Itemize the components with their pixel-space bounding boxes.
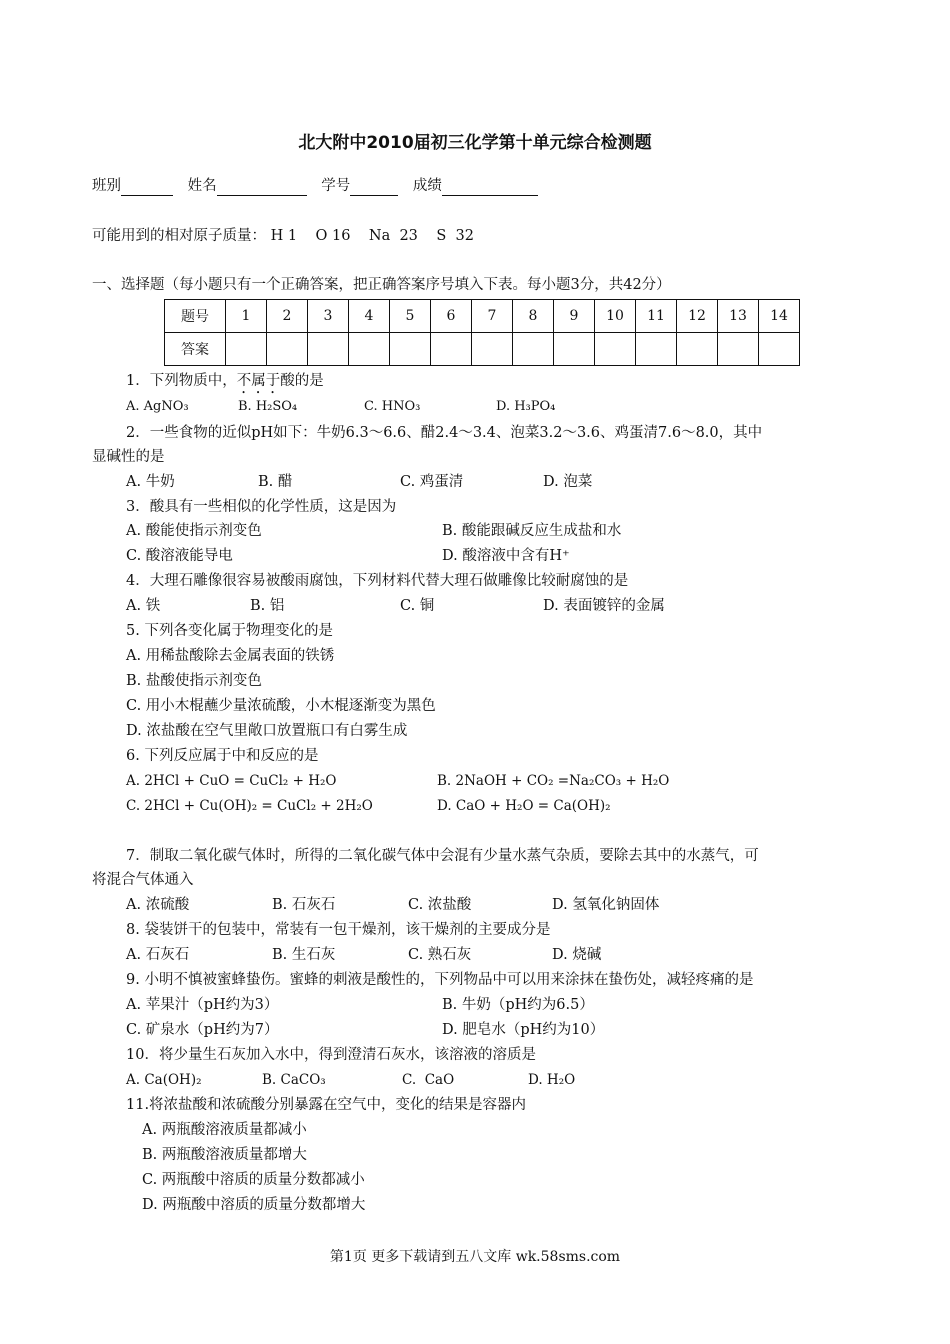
q4-option-b: B. 铝	[250, 598, 285, 614]
q3-option-c: C. 酸溶液能导电	[126, 548, 233, 564]
question-7-stem-cont: 将混合气体通入	[92, 872, 194, 888]
answer-cell[interactable]	[718, 333, 759, 366]
name-label: 姓名	[187, 178, 217, 194]
answer-cell[interactable]	[349, 333, 390, 366]
question-number: 7	[472, 300, 513, 333]
question-6-stem: 6. 下列反应属于中和反应的是	[126, 748, 319, 764]
q10-option-a: A. Ca(OH)₂	[126, 1072, 202, 1088]
question-number: 3	[308, 300, 349, 333]
q4-option-d: D. 表面镀锌的金属	[543, 598, 665, 614]
emphasis-dotted: 不属于	[236, 373, 281, 389]
answer-cell[interactable]	[267, 333, 308, 366]
q3-option-b: B. 酸能跟碱反应生成盐和水	[442, 523, 622, 539]
stem-part: 1．下列物质中，	[126, 373, 237, 389]
question-number: 8	[513, 300, 554, 333]
q2-option-c: C. 鸡蛋清	[400, 474, 464, 490]
q2-option-d: D. 泡菜	[543, 474, 593, 490]
question-number: 11	[636, 300, 677, 333]
question-9-stem: 9. 小明不慎被蜜蜂蛰伤。蜜蜂的刺液是酸性的，下列物品中可以用来涂抹在蛰伤处，减轻疼痛的是	[126, 972, 754, 988]
question-number: 4	[349, 300, 390, 333]
q8-option-c: C. 熟石灰	[408, 947, 472, 963]
answer-table	[164, 299, 800, 366]
score-label: 成绩	[412, 178, 442, 194]
q2-option-a: A. 牛奶	[126, 474, 175, 490]
answer-table-header-row	[165, 300, 800, 333]
question-1-stem	[126, 371, 324, 397]
question-8-stem: 8. 袋装饼干的包装中，常装有一包干燥剂，该干燥剂的主要成分是	[126, 922, 551, 938]
q5-option-c: C. 用小木棍蘸少量浓硫酸，小木棍逐渐变为黑色	[126, 698, 436, 714]
q11-option-b: B. 两瓶酸溶液质量都增大	[142, 1147, 307, 1163]
q9-option-b: B. 牛奶（pH约为6.5）	[442, 997, 594, 1013]
q5-option-d: D. 浓盐酸在空气里敞口放置瓶口有白雾生成	[126, 723, 408, 739]
q1-option-c: C. HNO₃	[364, 399, 421, 414]
question-number: 6	[431, 300, 472, 333]
question-number: 10	[595, 300, 636, 333]
q7-option-b: B. 石灰石	[272, 897, 336, 913]
question-10-stem: 10．将少量生石灰加入水中，得到澄清石灰水，该溶液的溶质是	[126, 1047, 536, 1063]
q7-option-d: D. 氢氧化钠固体	[552, 897, 660, 913]
q5-option-b: B. 盐酸使指示剂变色	[126, 673, 262, 689]
answer-table-answer-row	[165, 333, 800, 366]
id-blank[interactable]	[350, 179, 398, 196]
question-2-stem-cont: 显碱性的是	[92, 449, 165, 465]
question-5-stem: 5. 下列各变化属于物理变化的是	[126, 623, 333, 639]
q11-option-a: A. 两瓶酸溶液质量都减小	[142, 1122, 307, 1138]
q4-option-a: A. 铁	[126, 598, 161, 614]
question-number: 14	[759, 300, 800, 333]
q6-option-b: B. 2NaOH + CO₂ =Na₂CO₃ + H₂O	[437, 773, 670, 789]
answer-cell[interactable]	[390, 333, 431, 366]
question-2-stem: 2．一些食物的近似pH如下：牛奶6.3～6.6、醋2.4～3.4、泡菜3.2～3.6、鸡蛋清7.6～8.0，其中	[126, 425, 763, 441]
answer-cell[interactable]	[677, 333, 718, 366]
q10-option-b: B. CaCO₃	[262, 1072, 326, 1088]
q8-option-a: A. 石灰石	[126, 947, 190, 963]
q2-option-b: B. 醋	[258, 474, 293, 490]
question-4-stem: 4．大理石雕像很容易被酸雨腐蚀，下列材料代替大理石做雕像比较耐腐蚀的是	[126, 573, 629, 589]
question-3-stem: 3．酸具有一些相似的化学性质，这是因为	[126, 499, 397, 515]
section-heading: 一、选择题（每小题只有一个正确答案，把正确答案序号填入下表。每小题3分，共42分）	[92, 277, 671, 293]
answer-cell[interactable]	[226, 333, 267, 366]
question-number: 12	[677, 300, 718, 333]
q10-option-c: C. CaO	[402, 1072, 455, 1088]
question-number: 13	[718, 300, 759, 333]
q6-option-a: A. 2HCl + CuO = CuCl₂ + H₂O	[126, 773, 337, 789]
q3-option-d: D. 酸溶液中含有H⁺	[442, 548, 570, 564]
class-label: 班别	[92, 178, 121, 194]
id-label: 学号	[321, 178, 351, 194]
answer-cell[interactable]	[308, 333, 349, 366]
answer-cell[interactable]	[595, 333, 636, 366]
answer-cell[interactable]	[431, 333, 472, 366]
q7-option-a: A. 浓硫酸	[126, 897, 190, 913]
question-number: 2	[267, 300, 308, 333]
q11-option-d: D. 两瓶酸中溶质的质量分数都增大	[142, 1197, 366, 1213]
q9-option-c: C. 矿泉水（pH约为7）	[126, 1022, 279, 1038]
question-7-stem: 7．制取二氧化碳气体时，所得的二氧化碳气体中会混有少量水蒸气杂质，要除去其中的水蒸气，可	[126, 848, 759, 864]
q10-option-d: D. H₂O	[528, 1072, 576, 1088]
stem-part: 酸的是	[280, 373, 324, 389]
atomic-masses: 可能用到的相对原子质量： H 1 O 16 Na 23 S 32	[92, 228, 474, 244]
answer-cell[interactable]	[759, 333, 800, 366]
answer-cell[interactable]	[513, 333, 554, 366]
answer-cell[interactable]	[636, 333, 677, 366]
question-number: 1	[226, 300, 267, 333]
q5-option-a: A. 用稀盐酸除去金属表面的铁锈	[126, 648, 335, 664]
name-blank[interactable]	[217, 179, 307, 196]
q9-option-d: D. 肥皂水（pH约为10）	[442, 1022, 605, 1038]
q1-option-a: A. AgNO₃	[126, 399, 189, 414]
q6-option-c: C. 2HCl + Cu(OH)₂ = CuCl₂ + 2H₂O	[126, 798, 373, 814]
q1-option-d: D. H₃PO₄	[496, 399, 556, 414]
question-11-stem: 11.将浓盐酸和浓硫酸分别暴露在空气中，变化的结果是容器内	[126, 1097, 527, 1113]
q6-option-d: D. CaO + H₂O = Ca(OH)₂	[437, 798, 611, 814]
q4-option-c: C. 铜	[400, 598, 435, 614]
answer-cell[interactable]	[472, 333, 513, 366]
question-number: 5	[390, 300, 431, 333]
q8-option-d: D. 烧碱	[552, 947, 602, 963]
q11-option-c: C. 两瓶酸中溶质的质量分数都减小	[142, 1172, 365, 1188]
score-blank[interactable]	[442, 179, 538, 196]
q8-option-b: B. 生石灰	[272, 947, 336, 963]
q1-option-b: B. H₂SO₄	[238, 399, 298, 414]
page-footer: 第1页 更多下载请到五八文库 wk.58sms.com	[329, 1249, 621, 1265]
q3-option-a: A. 酸能使指示剂变色	[126, 523, 262, 539]
class-blank[interactable]	[121, 179, 173, 196]
page-title: 北大附中2010届初三化学第十单元综合检测题	[298, 133, 652, 153]
student-info-row	[92, 176, 548, 196]
q7-option-c: C. 浓盐酸	[408, 897, 472, 913]
answer-cell[interactable]	[554, 333, 595, 366]
q9-option-a: A. 苹果汁（pH约为3）	[126, 997, 279, 1013]
row-label-answer: 答案	[165, 333, 226, 366]
row-label-number: 题号	[165, 300, 226, 333]
question-number: 9	[554, 300, 595, 333]
